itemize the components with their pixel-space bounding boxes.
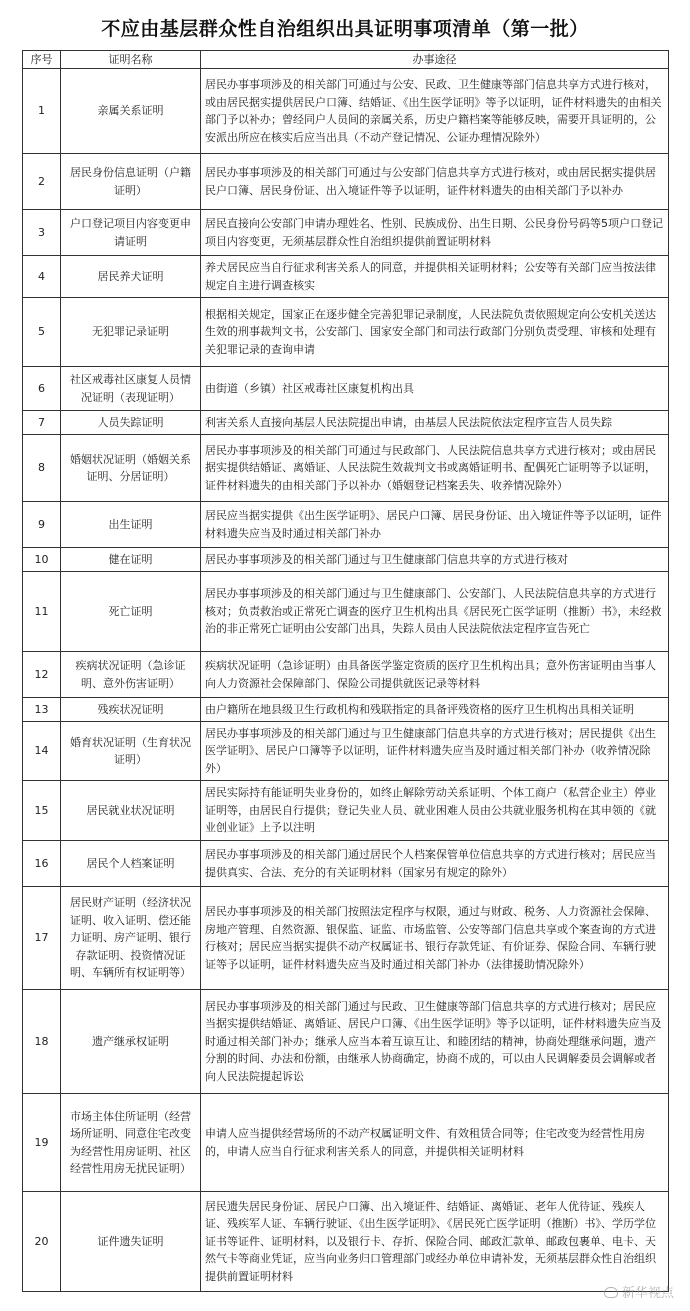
handling-approach: 居民办事事项涉及的相关部门通过与卫生健康部门信息共享的方式进行核对 xyxy=(201,548,669,572)
row-number: 8 xyxy=(23,435,61,502)
row-number: 15 xyxy=(23,781,61,841)
handling-approach: 疾病状况证明（急诊证明）由具备医学鉴定资质的医疗卫生机构出具；意外伤害证明由当事人向人力资源社会保障部门、保险公司提供就医记录等材料 xyxy=(201,652,669,698)
certificate-name: 居民养犬证明 xyxy=(61,256,201,298)
table-row xyxy=(23,502,669,548)
handling-approach: 由街道（乡镇）社区戒毒社区康复机构出具 xyxy=(201,367,669,411)
table-row xyxy=(23,210,669,256)
row-number: 17 xyxy=(23,887,61,990)
handling-approach: 居民办事事项涉及的相关部门按照法定程序与权限，通过与财政、税务、人力资源社会保障、房地产管理、自然资源、银保监、证监、市场监管、公安等部门信息共享或个案查询的方式进行核对；居民应当据实提供不动产权属证书、银行存款凭证、有价证券、保险合同、车辆行驶证等予以证明，证件材料遗失应当及时通过相关部门补办（法律援助情况除外） xyxy=(201,887,669,990)
handling-approach: 居民办事事项涉及的相关部门通过与卫生健康部门、公安部门、人民法院信息共享的方式进行核对；负责救治或正常死亡调查的医疗卫生机构出具《居民死亡医学证明（推断）书》，未经救治的非正常死亡证明由公安部门出具，失踪人员由人民法院依法定程序宣告死亡 xyxy=(201,572,669,652)
handling-approach: 由户籍所在地县级卫生行政机构和残联指定的具备评残资格的医疗卫生机构出具相关证明 xyxy=(201,698,669,722)
table-row xyxy=(23,256,669,298)
weibo-logo-icon xyxy=(604,1287,618,1298)
header-way: 办事途径 xyxy=(201,51,669,69)
certificate-name: 社区戒毒社区康复人员情况证明（表现证明） xyxy=(61,367,201,411)
table-row xyxy=(23,781,669,841)
handling-approach: 居民办事事项涉及的相关部门通过与卫生健康部门信息共享的方式进行核对；居民提供《出生医学证明》、居民户口簿等予以证明，证件材料遗失应当及时通过相关部门补办（收养情况除外） xyxy=(201,722,669,781)
row-number: 1 xyxy=(23,69,61,154)
table-row xyxy=(23,990,669,1094)
row-number: 14 xyxy=(23,722,61,781)
table-row xyxy=(23,548,669,572)
row-number: 16 xyxy=(23,841,61,887)
handling-approach: 居民直接向公安部门申请办理姓名、性别、民族成份、出生日期、公民身份号码等5项户口登记项目内容变更，无须基层群众性自治组织提供前置证明材料 xyxy=(201,210,669,256)
table-row xyxy=(23,298,669,367)
table-row xyxy=(23,887,669,990)
row-number: 12 xyxy=(23,652,61,698)
watermark-text: 新华视点 xyxy=(621,1286,674,1301)
row-number: 11 xyxy=(23,572,61,652)
handling-approach: 利害关系人直接向基层人民法院提出申请，由基层人民法院依法定程序宣告人员失踪 xyxy=(201,411,669,435)
table-row xyxy=(23,1094,669,1192)
handling-approach: 申请人应当提供经营场所的不动产权属证明文件、有效租赁合同等；住宅改变为经营性用房的，申请人应当自行征求利害关系人的同意，并提供相关证明材料 xyxy=(201,1094,669,1192)
page-title: 不应由基层群众性自治组织出具证明事项清单（第一批） xyxy=(101,18,589,40)
watermark xyxy=(604,1282,674,1301)
table-row xyxy=(23,841,669,887)
certificate-name: 居民身份信息证明（户籍证明） xyxy=(61,154,201,210)
table-row xyxy=(23,411,669,435)
handling-approach: 居民实际持有能证明失业身份的，如终止解除劳动关系证明、个体工商户（私营企业主）停业证明等，由居民自行提供；登记失业人员、就业困难人员由公共就业服务机构在其申领的《就业创业证》上予以注明 xyxy=(201,781,669,841)
certificate-name: 残疾状况证明 xyxy=(61,698,201,722)
row-number: 2 xyxy=(23,154,61,210)
certificate-name: 出生证明 xyxy=(61,502,201,548)
handling-approach: 居民办事事项涉及的相关部门可通过与民政部门、人民法院信息共享方式进行核对；或由居民据实提供结婚证、离婚证、人民法院生效裁判文书或离婚证明书、配偶死亡证明等予以证明，证件材料遗失的由相关部门予以补办（婚姻登记档案丢失、收养情况除外） xyxy=(201,435,669,502)
certificate-name: 亲属关系证明 xyxy=(61,69,201,154)
certificate-name: 证件遗失证明 xyxy=(61,1192,201,1292)
table-row xyxy=(23,154,669,210)
handling-approach: 居民办事事项涉及的相关部门通过与民政、卫生健康等部门信息共享的方式进行核对；居民应当据实提供结婚证、离婚证、居民户口簿、《出生医学证明》等予以证明，证件材料遗失应当及时通过相关部门补办；继承人应当本着互谅互让、和睦团结的精神，协商处理继承问题，遗产分割的时间、办法和份额，由继承人协商确定，协商不成的，可以由人民调解委员会调解或者向人民法院提起诉讼 xyxy=(201,990,669,1094)
certificate-name: 户口登记项目内容变更申请证明 xyxy=(61,210,201,256)
table-row xyxy=(23,367,669,411)
certificate-name: 死亡证明 xyxy=(61,572,201,652)
handling-approach: 居民遗失居民身份证、居民户口簿、出入境证件、结婚证、离婚证、老年人优待证、残疾人证、残疾军人证、车辆行驶证、《出生医学证明》、《居民死亡医学证明（推断）书》、学历学位证书等证件、证明材料，以及银行卡、存折、保险合同、邮政汇款单、邮政包裹单、电卡、天然气卡等商业凭证，应当向业务归口管理部门或经办单位申请补发，无须基层群众性自治组织提供前置证明材料 xyxy=(201,1192,669,1292)
table-row xyxy=(23,435,669,502)
table-row xyxy=(23,652,669,698)
certificate-name: 健在证明 xyxy=(61,548,201,572)
table-row xyxy=(23,698,669,722)
row-number: 3 xyxy=(23,210,61,256)
table-row xyxy=(23,722,669,781)
row-number: 20 xyxy=(23,1192,61,1292)
certificate-name: 无犯罪记录证明 xyxy=(61,298,201,367)
row-number: 10 xyxy=(23,548,61,572)
certificate-name: 婚姻状况证明（婚姻关系证明、分居证明） xyxy=(61,435,201,502)
handling-approach: 居民办事事项涉及的相关部门可通过与公安、民政、卫生健康等部门信息共享方式进行核对，或由居民据实提供居民户口簿、结婚证、《出生医学证明》等予以证明，证件材料遗失的由相关部门予以补办；曾经同户人员间的亲属关系，历史户籍档案等能够反映，需要开具证明的，公安派出所应在核实后应当出具（不动产登记情况、公证办理情况除外） xyxy=(201,69,669,154)
row-number: 6 xyxy=(23,367,61,411)
row-number: 18 xyxy=(23,990,61,1094)
header-name: 证明名称 xyxy=(61,51,201,69)
certificate-name: 疾病状况证明（急诊证明、意外伤害证明） xyxy=(61,652,201,698)
handling-approach: 养犬居民应当自行征求利害关系人的同意，并提供相关证明材料；公安等有关部门应当按法律规定自主进行调查核实 xyxy=(201,256,669,298)
table-row xyxy=(23,572,669,652)
table-body xyxy=(23,69,669,1292)
certificate-name: 婚育状况证明（生育状况证明） xyxy=(61,722,201,781)
certificate-name: 居民就业状况证明 xyxy=(61,781,201,841)
handling-approach: 根据相关规定，国家正在逐步健全完善犯罪记录制度，人民法院负责依照规定向公安机关送达生效的刑事裁判文书，公安部门、国家安全部门和司法行政部门分别负责受理、审核和处理有关犯罪记录的查询申请 xyxy=(201,298,669,367)
row-number: 19 xyxy=(23,1094,61,1192)
table-row xyxy=(23,69,669,154)
certificate-table xyxy=(22,50,669,1292)
certificate-name: 市场主体住所证明（经营场所证明、同意住宅改变为经营性用房证明、社区经营性用房无扰民证明） xyxy=(61,1094,201,1192)
row-number: 13 xyxy=(23,698,61,722)
certificate-name: 居民个人档案证明 xyxy=(61,841,201,887)
certificate-name: 居民财产证明（经济状况证明、收入证明、偿还能力证明、房产证明、银行存款证明、投资情况证明、车辆所有权证明等） xyxy=(61,887,201,990)
header-no: 序号 xyxy=(23,51,61,69)
certificate-name: 人员失踪证明 xyxy=(61,411,201,435)
table-header-row xyxy=(23,51,669,69)
certificate-name: 遗产继承权证明 xyxy=(61,990,201,1094)
row-number: 9 xyxy=(23,502,61,548)
handling-approach: 居民办事事项涉及的相关部门可通过与公安部门信息共享方式进行核对，或由居民据实提供居民户口簿、居民身份证、出入境证件等予以证明，证件材料遗失的由相关部门予以补办 xyxy=(201,154,669,210)
table-row xyxy=(23,1192,669,1292)
handling-approach: 居民应当据实提供《出生医学证明》、居民户口簿、居民身份证、出入境证件等予以证明，证件材料遗失应当及时通过相关部门补办 xyxy=(201,502,669,548)
row-number: 7 xyxy=(23,411,61,435)
row-number: 4 xyxy=(23,256,61,298)
row-number: 5 xyxy=(23,298,61,367)
handling-approach: 居民办事事项涉及的相关部门通过居民个人档案保管单位信息共享的方式进行核对；居民应当提供真实、合法、充分的有关证明材料（国家另有规定的除外） xyxy=(201,841,669,887)
